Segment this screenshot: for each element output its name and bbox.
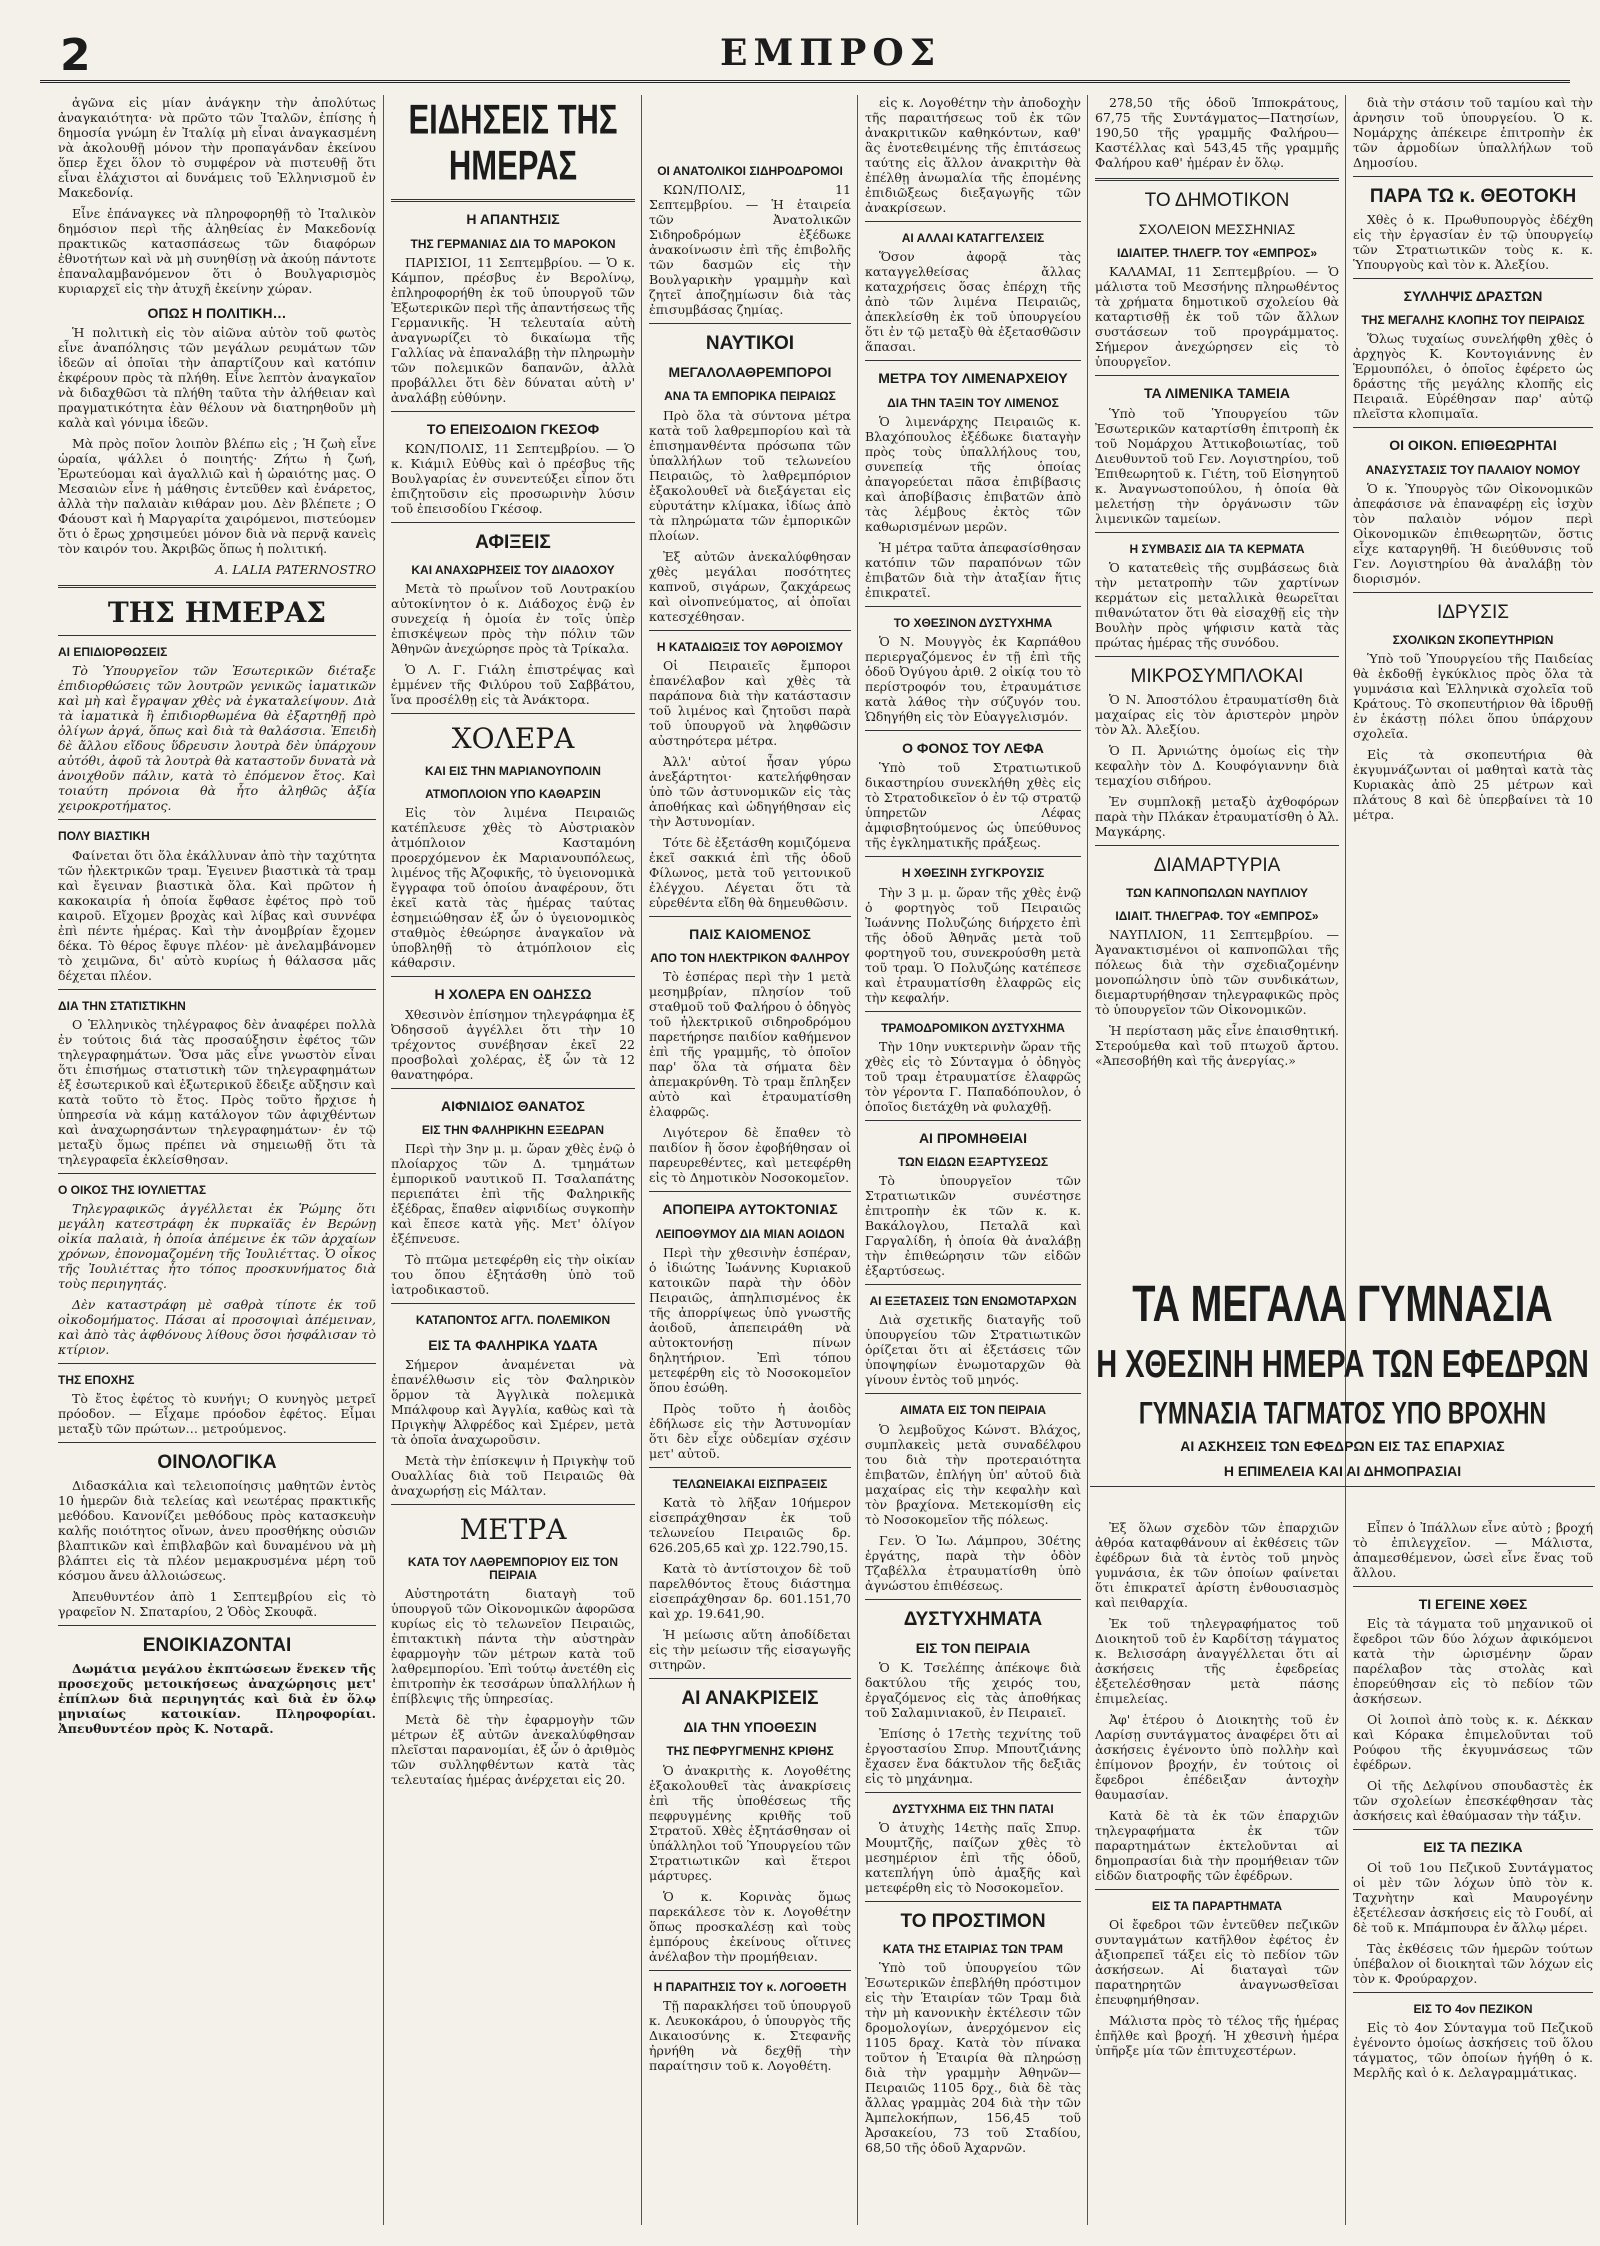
- article-text: Αὐστηροτάτη διαταγὴ τοῦ ὑπουργοῦ τῶν Οἰκονομικῶν ἀφορῶσα κυρίως εἰς τὸ τελωνεῖον Πειραιῶς, ἐπιτακτικὴ πάντα τὴν αὐστηρὰν ἐφαρμογὴν τῶν μέτρων κατὰ τοῦ λαθρεμπορίου. Ἐπὶ τούτῳ ἀνετέθη εἰς ἐπιτροπὴν ἐκ τεσσάρων ὑπαλλήλων ἡ ἐπίβλεψις τῆς ὑπηρεσίας.: [391, 1586, 635, 1707]
- subheadline: ΑΤΜΟΠΛΟΙΟΝ ΥΠΟ ΚΑΘΑΡΣΙΝ: [425, 787, 601, 802]
- article-text: Γεν. Ὁ Ἰω. Λάμπρου, 30έτης ἐργάτης, παρὰ τὴν ὁδὸν Τζαβέλλα ἐτραυματίσθη ὑπὸ ἀγνώστου ἐπιθέσεως.: [865, 1532, 1081, 1593]
- article-text: Πρὸς τοῦτο ἡ ἀοιδὸς ἐδήλωσε εἰς τὴν Ἀστυνομίαν ὅτι δὲν εἶχε οὐδεμίαν σχέσιν μετ' αὐτοῦ.: [649, 1401, 851, 1461]
- subheadline: ΤΩΝ ΕΙΔΩΝ ΕΞΑΡΤΥΣΕΩΣ: [897, 1155, 1049, 1170]
- article-text: Περὶ τὴν χθεσινὴν ἑσπέραν, ὁ ἰδιώτης Ἰωάννης Κυριακοῦ κατοικῶν παρὰ τὴν ὁδὸν Πειραιῶς, ἀπηλπισμένος ἐκ τῆς ἀπορρίψεως ὑπὸ γνωστῆς ἀοιδοῦ, ἀπεπειράθη νὰ αὐτοκτονήσῃ πίνων δηλητήριον. Ἐπὶ τόπου μετεφέρθη εἰς τὸ Νοσοκομεῖον ὅπου ἐσώθη.: [649, 1245, 851, 1395]
- divider: [1095, 375, 1339, 376]
- subheadline: ΕΙΣ ΤΗΝ ΦΑΛΗΡΙΚΗΝ ΕΞΕΔΡΑΝ: [421, 1123, 605, 1138]
- article-text: Ο Ἑλληνικὸς τηλέγραφος δὲν ἀναφέρει πολλὰ ἐν τούτοις διά τὰς προσαύξησιν ἐφέτος τῶν τηλεγραφημάτων. Ὅσα μᾶς εἶνε γνωστὸν εἶναι ὅτι ἐπισήμως στατιστικὴ τῶν τηλεγραφημάτων ἐξ ἐσωτερικοῦ καὶ ἐξωτερικοῦ ἔδειξε αὔξησιν καὶ κατὰ τοῦτο τὸ ἔτος. Πρὸς τοῦτο ἤρχισε ἡ ὑπηρεσία νὰ κάμῃ κατάλογον τῶν ἀφιχθέντων καὶ ἀναχωρησάντων τηλεγραφημάτων· ἐν τῷ μεταξὺ ὅμως πρέπει νὰ σημειωθῇ ὅτι τὰ τηλεγραφεῖα ἐκλείσθησαν.: [58, 1016, 376, 1167]
- subheadline: ΚΑΤΑ ΤΗΣ ΕΤΑΙΡΙΑΣ ΤΩΝ ΤΡΑΜ: [882, 1942, 1064, 1957]
- article-text: 278,50 τῆς ὁδοῦ Ἱπποκράτους, 67,75 τῆς Συντάγματος—Πατησίων, 190,50 τῆς γραμμῆς Φαλήρου—Καστέλλας καὶ 543,45 τῆς γραμμῆς Φαλήρου καθ' ἡμέραν ἐν ὅλῳ.: [1095, 95, 1339, 170]
- headline: ΣΥΛΛΗΨΙΣ ΔΡΑΣΤΩΝ: [1403, 287, 1543, 304]
- article-text: Ὁ Ν. Μουγγὸς ἐκ Καρπάθου περιεργαζόμενος ἐν τῇ ἐπὶ τῆς ὁδοῦ Ὀγύγου ἀριθ. 2 οἰκίᾳ του τὸ περίστροφόν του, ἐτραυμάτισε κατὰ λάθος τὴν σύζυγόν του. Ὡδηγήθη εἰς τὸν Εὐαγγελισμόν.: [865, 633, 1081, 724]
- divider: [391, 1088, 635, 1089]
- article-text: Τὴν 3 μ. μ. ὥραν τῆς χθὲς ἐνῷ ὁ φορτηγὸς τοῦ Πειραιῶς Ἰωάννης Πολυζώης διήρχετο ἐπὶ τῆς ὁδοῦ Ἀθηνᾶς μετὰ τοῦ φορτηγοῦ του, συνεκρούσθη μετὰ τοῦ τραμ. Ὁ Πολυζώης κατέπεσε καὶ ἐτραυματίσθη ἐλαφρῶς εἰς τὴν κεφαλήν.: [865, 884, 1081, 1005]
- article-text: ἀγῶνα εἰς μίαν ἀνάγκην τὴν ἀπολύτως ἀναγκαιότητα· νὰ πρῶτο τῶν Ἰταλῶν, ἐπίσης ἡ δημοσία γνώμη ἐν Ἰταλίᾳ μὴ εἶναι ἀναγκασμένη νὰ ἀκολουθῇ μόνον τὴν προπαγάνδαν ἐκείνου ὅπερ ἔχει ὅλον τὸ συμφέρον νὰ πιστευθῇ ὅτι εἶναι ἐλάχιστοι αἱ δυνάμεις τοῦ Ἑλληνισμοῦ ἐν Μακεδονίᾳ.: [58, 95, 376, 200]
- column-5: [1095, 95, 1339, 1265]
- headline: Ο ΦΟΝΟΣ ΤΟΥ ΛΕΦΑ: [902, 739, 1044, 756]
- subheadline: ΣΧΟΛΕΙΟΝ ΜΕΣΣΗΝΙΑΣ: [1138, 220, 1296, 237]
- article-text: ΚΩΝ/ΠΟΛΙΣ, 11 Σεπτεμβρίου. — Ὁ κ. Κιάμιλ Εὐθὺς καὶ ὁ πρέσβυς τῆς Βουλγαρίας ἐν συνεντεύξει εἶπον ὅτι ἐπιζητοῦσιν εἰς προσωρινὴν λύσιν τοῦ ἐπεισοδίου Γκέσοφ.: [391, 441, 635, 517]
- article-text: Ἡ περίσταση μᾶς εἶνε ἐπαισθητική. Στερούμεθα καὶ τοῦ πτωχοῦ ἄρτου. «Ἀπεσοβήθη καὶ τῆς ἀνεργίας.»: [1095, 1023, 1339, 1069]
- subheadline: ΚΑΙ ΕΙΣ ΤΗΝ ΜΑΡΙΑΝΟΥΠΟΛΙΝ: [425, 764, 601, 779]
- divider: [649, 1191, 851, 1192]
- article-text: Μετὰ τὴν ἐπίσκεψιν ἡ Πριγκὴψ τοῦ Ουαλλίας διὰ τοῦ Πειραιῶς θὰ ἀναχωρήσῃ εἰς Μάλταν.: [391, 1452, 635, 1498]
- divider: [58, 1173, 376, 1174]
- article-text: Χθὲς ὁ κ. Πρωθυπουργὸς ἐδέχθη εἰς τὴν ἐργασίαν ἐν τῷ ὑπουργείῳ τῶν Στρατιωτικῶν τοὺς κ. κ. Ὑπουργοὺς καὶ τὸν κ. Ἀλεξίου.: [1353, 211, 1593, 272]
- headline: ΜΙΚΡΟΣΥΜΠΛΟΚΑΙ: [1130, 666, 1304, 688]
- article-text: Ἀπευθυντέον ἀπὸ 1 Σεπτεμβρίου εἰς τὸ γραφεῖον Ν. Σπαταρίου, 2 Ὁδὸς Σκουφᾶ.: [58, 1589, 376, 1620]
- divider: [865, 856, 1081, 857]
- article-text: Ἐξ ὅλων σχεδὸν τῶν ἐπαρχιῶν ἀθρόα καταφθάνουν αἱ ἐκθέσεις τῶν ἐφέδρων διὰ τὰ ἐντὸς τοῦ μηνὸς γυμνάσια, ἐκ τῶν ὁποίων φαίνεται ὅτι ἐπικρατεῖ ἀρίστη ἐνθουσιασμὸς καὶ πειθαρχία.: [1095, 1520, 1339, 1610]
- divider: [865, 1120, 1081, 1121]
- divider: [1353, 1586, 1593, 1587]
- headline: Η ΣΥΜΒΑΣΙΣ ΔΙΑ ΤΑ ΚΕΡΜΑΤΑ: [1129, 541, 1305, 556]
- headline: ΝΑΥΤΙΚΟΙ: [705, 333, 795, 355]
- article-text: Δὲν καταστράφη μὲ σαθρὰ τίποτε ἐκ τοῦ οἰκοδομήματος. Πάσαι αἱ προσοψιαὶ ἀπέμειναν, καὶ ἀπὸ τὰς ἀφθόνους λίθους ὅσοι ἠσφάλισαν τὸ κτίριον.: [58, 1296, 376, 1357]
- headline: Η ΚΑΤΑΔΙΩΞΙΣ ΤΟΥ ΑΘΡΟΙΣΜΟΥ: [656, 639, 844, 654]
- headline: Ο ΟΙΚΟΣ ΤΗΣ ΙΟΥΛΙΕΤΤΑΣ: [58, 1182, 207, 1197]
- article-text: Ὁ κατατεθεὶς τῆς συμβάσεως διὰ τὴν μετατροπὴν τῶν χαρτίνων κερμάτων εἰς μεταλλικὰ θεωρεῖται πιθανώτατον ὅτι θὰ εἰσαχθῇ εἰς τὴν Βουλὴν πρὸς ψήφισιν κατὰ τὰς πρώτας ἡμέρας τῆς συνόδου.: [1095, 560, 1339, 651]
- article-text: Μάλιστα πρὸς τὸ τέλος τῆς ἡμέρας ἐπῆλθε καὶ βροχή. Ἡ χθεσινὴ ἡμέρα ὑπῆρξε μία τῶν ἐπιτυχεστέρων.: [1095, 2013, 1339, 2059]
- article-text: Οἱ τοῦ 1ου Πεζικοῦ Συντάγματος οἱ μὲν τῶν λόχων ὑπὸ τὸν κ. Ταχνὴτην καὶ Μαυρογένην ἐξετέλεσαν ἀσκήσεις εἰς τὸ Γουδί, αἱ δὲ τοῦ κ. Μπάμπουρα ἐν ἄλλῳ μέρει.: [1353, 1859, 1593, 1935]
- article-text: Περὶ τὴν 3ην μ. μ. ὥραν χθὲς ἐνῷ ὁ πλοίαρχος τῶν Δ. τμημάτων ἐμπορικοῦ ναυτικοῦ Π. Τσαλαπάτης περιεπάτει ἐπὶ τῆς Φαληρικῆς ἐξέδρας, ἔπαθεν αἰφνιδίως συγκοπὴν καὶ ἔπεσε κατὰ γῆς. Μετ' ὀλίγον ἐξέπνευσε.: [391, 1141, 635, 1247]
- divider: [865, 1284, 1081, 1285]
- subheadline: ΤΗΣ ΠΕΦΡΥΓΜΕΝΗΣ ΚΡΙΘΗΣ: [666, 1744, 834, 1759]
- divider: [1353, 176, 1593, 177]
- headline: ΧΟΛΕΡΑ: [451, 722, 575, 756]
- divider: [1353, 592, 1593, 593]
- headline: ΑΦΙΞΕΙΣ: [475, 532, 551, 554]
- headline: Η ΧΘΕΣΙΝΗ ΣΥΓΚΡΟΥΣΙΣ: [901, 866, 1045, 881]
- divider: [58, 1363, 376, 1364]
- headline: ΤΑ ΛΙΜΕΝΙΚΑ ΤΑΜΕΙΑ: [1144, 385, 1290, 402]
- article-text: Τὸ πτῶμα μετεφέρθη εἰς τὴν οἰκίαν του ὅπου ἐξητάσθη ὑπὸ τοῦ ἰατροδικαστοῦ.: [391, 1252, 635, 1298]
- headline: ΜΕΤΡΑ: [459, 1512, 567, 1546]
- article-text: Δωμάτια μεγάλου ἐκπτώσεων ἕνεκεν τῆς προσεχοῦς μετοικήσεως ἀναχώρησις μετ' ἐπίπλων διὰ περιηγητάς καὶ διὰ ἐν ὅλῳ μηνιαίως κατοικίαν. Πληροφορίαι. Ἀπευθυντέον πρὸς Κ. Νοταρᾶ.: [58, 1660, 376, 1736]
- article-text: Ἡ μείωσις αὕτη ἀποδίδεται εἰς τὴν μείωσιν τῆς εἰσαγωγῆς σιτηρῶν.: [649, 1627, 851, 1673]
- subheadline: ΑΠΟ ΤΟΝ ΗΛΕΚΤΡΙΚΟΝ ΦΑΛΗΡΟΥ: [650, 951, 850, 966]
- article-text: Μὰ πρὸς ποῖον λοιπὸν βλέπω εἰς ; Ἡ ζωὴ εἶνε ὡραία, ψάλλει ὁ ποιητής· Ζήτω ἡ ζωή, Ἐρωτεύομαι καὶ ἀγαλλιῶ καὶ ἡ ὠραιότης μας. Ο Μεσαιὼν εἶνε ἡ μάθησις ἐντεῦθεν καὶ ἐνάρετος, ἀλλὰ τὴν παλαιὰν κιθάραν μου. Δὲν βλέπετε ; Ο Φάουστ καὶ ἡ Μαργαρίτα χαιρόμενοι, πιστεύομεν ὅτι ὁ ἔρως χρησιμεύει μόνον διὰ νὰ περνᾷ κανεὶς τὸν καιρόν του. Ἀκριβῶς ὅπως ἡ πολιτική.: [58, 436, 376, 557]
- divider: [58, 635, 376, 636]
- article-text: ΠΑΡΙΣΙΟΙ, 11 Σεπτεμβρίου. — Ὁ κ. Κάμπον, πρέσβυς ἐν Βερολίνῳ, ἐπληροφορήθη ἐκ τοῦ ὑπουργοῦ τῶν Ἐξωτερικῶν περὶ τῆς ἀπαντήσεως τῆς Γερμανικῆς. Ἡ τελευταία αὐτὴ ἀναγνωρίζει τὸ δικαίωμα τῆς Γαλλίας νὰ ἐπαναλάβῃ τὴν πληρωμὴν τῶν πολεμικῶν δαπανῶν, ἀλλὰ προβάλλει ὅτι δὲν δύναται αὐτὴ ν' ἀναλάβῃ εὐθύνην.: [391, 254, 635, 405]
- article-text: Εἰς τὸ 4ον Σύνταγμα τοῦ Πεζικοῦ ἐγένοντο ὁμοίως ἀσκήσεις τοῦ ὅλου τάγματος, τῶν ὁποίων ἡγήθη ὁ κ. Μερλῆς καὶ ὁ κ. Δελαγραμμάτικας.: [1353, 2019, 1593, 2080]
- headline: ΟΙ ΑΝΑΤΟΛΙΚΟΙ ΣΙΔΗΡΟΔΡΟΜΟΙ: [657, 164, 843, 178]
- article-text: Ἡ μέτρα ταῦτα ἀπεφασίσθησαν κατόπιν τῶν παραπόνων τῶν ἐπιβατῶν διὰ τὴν ἀταξίαν ἥτις ἐπικρατεῖ.: [865, 539, 1081, 600]
- divider: [865, 1393, 1081, 1394]
- column-separator: [857, 95, 858, 2225]
- subheadline: ΚΑΤΑ ΤΟΥ ΛΑΘΡΕΜΠΟΡΙΟΥ ΕΙΣ ΤΟΝ ΠΕΙΡΑΙΑ: [407, 1554, 619, 1582]
- section-title: ΕΙΔΗΣΕΙΣ ΤΗΣ ΗΜΕΡΑΣ: [408, 95, 618, 189]
- subheadline: ΔΙΑ ΤΗΝ ΥΠΟΘΕΣΙΝ: [683, 1719, 817, 1736]
- article-text: Ὁ κ. Ὑπουργὸς τῶν Οἰκονομικῶν ἀπεφάσισε νὰ ἐπαναφέρῃ εἰς ἰσχὺν τὸν παλαιὸν νόμον περὶ Οἰκονομικῶν ἐπιθεωρητῶν, ὅστις εἶχε καταργηθῆ. Ἡ διεύθυνσις τοῦ Γεν. Λογιστηρίου θὰ ἀναλάβῃ τὸν διορισμόν.: [1353, 481, 1593, 587]
- article-text: Τῇ παρακλήσει τοῦ ὑπουργοῦ κ. Λευκοκάρου, ὁ ὑπουργὸς τῆς Δικαιοσύνης κ. Στεφανῆς ἠρνήθη νὰ δεχθῇ τὴν παραίτησιν τοῦ κ. Λογοθέτη.: [649, 1997, 851, 2073]
- article-text: Εἶνε ἐπάναγκες νὰ πληροφορηθῇ τὸ Ἰταλικὸν δημόσιον περὶ τῆς ἀληθείας ἐν Μακεδονίᾳ πρακτικῶς κατασπάσεως τῶν διαφόρων ἐθνοτήτων καὶ νὰ μὴ συνηθίσῃ νὰ ἀκούῃ πάντοτε ἐπαναλαμβανόμενον ὅτι ὁ Βουλγαρισμὸς κυριαρχεῖ εἰς τὴν ἀτυχῆ ἐκείνην χώραν.: [58, 206, 376, 296]
- subheadline: ΛΕΙΠΟΘΥΜΟΥ ΔΙΑ ΜΙΑΝ ΑΟΙΔΟΝ: [655, 1226, 845, 1241]
- article-text: Ὑπὸ τοῦ Ὑπουργείου τῆς Παιδείας θὰ ἐκδοθῇ ἐγκύκλιος πρὸς ὅλα τὰ γυμνάσια καὶ Ἑλληνικὰ σχολεῖα τοῦ Κράτους. Τὸ σκοπευτήριον θὰ ἱδρυθῇ ἐν ἑκάστῃ πόλει ὅπου ὑπάρχουν σχολεῖα.: [1353, 651, 1593, 742]
- divider: [649, 630, 851, 631]
- divider: [58, 1625, 376, 1626]
- headline: ΤΟ ΔΗΜΟΤΙΚΟΝ: [1144, 190, 1290, 211]
- headline: ΤΕΛΩΝΕΙΑΚΑΙ ΕΙΣΠΡΑΞΕΙΣ: [672, 1477, 828, 1491]
- headline: ΤΟ ΕΠΕΙΣΟΔΙΟΝ ΓΚΕΣΟΦ: [426, 420, 600, 437]
- divider: [649, 323, 851, 324]
- article-text: Τηλεγραφικῶς ἀγγέλλεται ἐκ Ῥώμης ὅτι μεγάλη κατεστράφη ἐκ πυρκαϊᾶς ἐν Βερώνῃ οἰκία παλαιὰ, ἡ ὁποία ἀπέμεινε ἐκ τῶν ἀρχαίων χρόνων, ἐπονομαζομένη τῆς Ἰουλιέττας. Ὁ οἶκος τῆς Ἰουλιέττας ἦτο τόπος προσκυνήματος διὰ τοὺς περιηγητάς.: [58, 1200, 376, 1291]
- headline: ΤΟ ΧΘΕΣΙΝΟΝ ΔΥΣΤΥΧΗΜΑ: [893, 615, 1053, 630]
- divider: [58, 819, 376, 820]
- column-separator: [1087, 95, 1088, 2225]
- section-title: ΤΗΣ ΗΜΕΡΑΣ: [107, 596, 327, 630]
- article-text: Ὁ ἀτυχὴς 14ετὴς παῖς Σπυρ. Μουμτζῆς, παίζων χθὲς τὸ μεσημέριον ἐπὶ τῆς ὁδοῦ, κατεπλήγη ὑπὸ ἁμαξῆς καὶ μετεφέρθη εἰς τὸ Νοσοκομεῖον.: [865, 1820, 1081, 1896]
- article-text: Φαίνεται ὅτι ὅλα ἐκάλλυναν ἀπὸ τὴν ταχύτητα τῶν ἠλεκτρικῶν τραμ. Ἐγεινεν βιαστικὰ τὰ τραμ καὶ ἔγειναν βιαστικὰ ὅλα. Καὶ πρῶτον ἡ κακοκαιρία ἡ ὁποία ἔφθασε ἐφέτος πρὸ τοῦ καιροῦ. Εἴχομεν βροχὰς καὶ λίβας καὶ συννέφα ἐπὶ πέντε ἡμέρας. Καὶ τὴν ἀνομβρίαν ἔχομεν δέκα. Τὸ θέρος ἔφυγε πλέον· μὲ ἀνελαμβάνομεν τὸ χειμῶνα, δι' αὐτὸ κυρίως ἡ θάλασσα μᾶς δέχεται πλέον.: [58, 847, 376, 983]
- article-text: Εἰς τὰ σκοπευτήρια θὰ ἐκγυμνάζωνται οἱ μαθηταὶ κατὰ τὰς Κυριακὰς ἀπὸ 25 μέτρων καὶ πλάτους 8 καὶ δὲ ὑπερβαίνει τὰ 10 μέτρα.: [1353, 747, 1593, 823]
- article-text: Ὁ Ν. Ἀποστόλου ἐτραυματίσθη διὰ μαχαίρας εἰς τὸν ἀριστερὸν μηρὸν τὸν Ἀλ. Ἀλεξίου.: [1095, 691, 1339, 737]
- article-text: Εἰς τὸν λιμένα Πειραιῶς κατέπλευσε χθὲς τὸ Αὐστριακὸν ἀτμόπλοιον Κασταμόνη προερχόμενον ἐκ Μαριανουπόλεως, λιμένος τῆς Ἀζοφικῆς, τὸ ὑγειονομικὰ ἔγγραφα τοῦ ὁποίου ἀναφέρουν, ὅτι ἐκεῖ κατὰ τὰς ἡμέρας ταύτας ἐσημειώθησαν ἐξ ὧν ὁ ὑγειονομικὸς σταθμὸς ἐθεώρησε ἀναγκαῖον νὰ ὑποβληθῇ τὸ ἀτμόπλοιον εἰς κάθαρσιν.: [391, 805, 635, 971]
- divider: [1353, 278, 1593, 279]
- divider: [58, 1442, 376, 1443]
- article-text: Ὁ λιμενάρχης Πειραιῶς κ. Βλαχόπουλος ἐξέδωκε διαταγὴν πρὸς τοὺς ὑπαλλήλους του, συνεπείᾳ τῆς ὁποίας ἀπαγορεύεται πᾶσα ἐπιβίβασις καὶ ἀποβίβασις ἐπιβατῶν ἀπὸ τὰς λέμβους ἐκτὸς τῶν καθωρισμένων μερῶν.: [865, 413, 1081, 534]
- article-text: Ὑπὸ τοῦ ὑπουργείου τῶν Ἐσωτερικῶν ἐπεβλήθη πρόστιμον εἰς τὴν Ἑταιρίαν τῶν Τραμ διὰ τὴν μὴ κανονικὴν ἐκτέλεσιν τῶν δρομολογίων, ἀνερχόμενον εἰς 1105 δραχ. Κατὰ τὸν πίνακα τοῦτον ἡ Ἑταιρία θὰ πληρώσῃ διὰ τὴν γραμμὴν Ἀθηνῶν—Πειραιῶς 1105 δρχ., διὰ δὲ τὰς ἄλλας γραμμὰς 204 διὰ τὴν τῶν Ἀμπελοκήπων, 156,45 τοῦ Ἀρσακείου, 73 τοῦ Σταδίου, 68,50 τῆς ὁδοῦ Ἀχαρνῶν.: [865, 1960, 1081, 2156]
- subheadline: ΤΗΣ ΓΕΡΜΑΝΙΑΣ ΔΙΑ ΤΟ ΜΑΡΟΚΟΝ: [410, 236, 616, 251]
- headline: ΑΙ ΕΠΙΔΙΟΡΘΩΣΕΙΣ: [58, 645, 168, 660]
- divider: [1353, 1992, 1593, 1993]
- subheadline: ΙΔΙΑΙΤΕΡ. ΤΗΛΕΓΡ. ΤΟΥ «ΕΜΠΡΟΣ»: [1116, 246, 1318, 261]
- column-2: [391, 95, 635, 2225]
- headline: ΑΙΦΝΙΔΙΟΣ ΘΑΝΑΤΟΣ: [441, 1097, 585, 1114]
- divider: [865, 1792, 1081, 1793]
- article-text: Ἐξ αὐτῶν ἀνεκαλύφθησαν χθὲς μεγάλαι ποσότητες καπνοῦ, σιγάρων, ζακχάρεως καὶ οἰνοπνεύματος, αἱ ὁποῖαι κατεσχέθησαν.: [649, 548, 851, 624]
- headline: ΙΔΡΥΣΙΣ: [1436, 602, 1510, 624]
- article-text: Ὁ Κ. Τσελέπης ἀπέκοψε διὰ δακτύλου τῆς χειρός του, ἐργαζόμενος εἰς τὰς ἀποθήκας τοῦ Σαλαμινιακοῦ, ἐν Πειραιεῖ.: [865, 1659, 1081, 1720]
- divider: [649, 916, 851, 917]
- subheadline: ΕΙΣ ΤΑ ΦΑΛΗΡΙΚΑ ΥΔΑΤΑ: [428, 1336, 598, 1353]
- article-text: διὰ τὴν στάσιν τοῦ ταμίου καὶ τὴν ἀρνησιν τοῦ ὑπουργείου. Ὁ κ. Νομάρχης ἀπέκειρε ἐπιτροπὴν ἐκ τῶν ἀρμοδίων ὑπαλλήλων τοῦ Δημοσίου.: [1353, 95, 1593, 170]
- subheadline: ΜΕΓΑΛΟΛΑΘΡΕΜΠΟΡΟΙ: [668, 364, 832, 381]
- article-text: Οἱ λοιποὶ ἀπὸ τοὺς κ. κ. Δέκκαν καὶ Κόρακα ἐπιμελοῦνται τοῦ Ρούφου τῆς ἐκγυμνάσεως τῶν ἐφέδρων.: [1353, 1712, 1593, 1773]
- divider: [58, 585, 376, 588]
- divider: [865, 730, 1081, 731]
- headline: ΕΙΣ ΤΑ ΠΕΖΙΚΑ: [1423, 1839, 1523, 1856]
- column-separator: [1345, 95, 1346, 2225]
- headline: ΑΙ ΑΝΑΚΡΙΣΕΙΣ: [681, 1688, 819, 1710]
- article-text: Ὅλως τυχαίως συνελήφθη χθὲς ὁ ἀρχηγὸς Κ. Κοντογιάννης ἐν Ἑρμουπόλει, ὁ ὁποῖος ἐφέρετο ὡς δράστης τῆς μεγάλης κλοπῆς εἰς Πειραιᾶ. Εὑρέθησαν παρ' αὐτῷ πλεῖστα κλοπιμαῖα.: [1353, 331, 1593, 422]
- masthead-rule: [40, 80, 1570, 83]
- divider: [865, 1901, 1081, 1902]
- spacer: [649, 95, 851, 155]
- headline: ΕΙΣ ΤΟ 4ον ΠΕΖΙΚΟΝ: [1413, 2001, 1533, 2016]
- article-text: Ὑπὸ τοῦ Στρατιωτικοῦ δικαστηρίου συνεκλήθη χθὲς εἰς τὸ Στρατοδικεῖον ὁ ἐν τῷ στρατῷ ὑπηρετῶν Λέφας ἀμφισβητούμενος ὡς ὑπεύθυνος τῆς ἐγκληματικῆς πράξεως.: [865, 760, 1081, 851]
- headline: ΑΙ ΠΡΟΜΗΘΕΙΑΙ: [918, 1129, 1028, 1146]
- headline: ΤΡΑΜΟΔΡΟΜΙΚΟΝ ΔΥΣΤΥΧΗΜΑ: [881, 1020, 1065, 1035]
- article-text: Τὰς ἐκθέσεις τῶν ἡμερῶν τούτων ὑπέβαλον οἱ διοικηταὶ τῶν λόχων εἰς τὸν κ. Φρούραρχον.: [1353, 1940, 1593, 1986]
- headline: ΔΙΑΜΑΡΤΥΡΙΑ: [1153, 854, 1281, 876]
- divider: [1095, 178, 1339, 181]
- article-text: Ἐκ τοῦ τηλεγραφήματος τοῦ Διοικητοῦ τοῦ ἐν Καρδίτσῃ τάγματος κ. Βελισσάρη ἀναγγέλλεται ὅτι αἱ ἀσκήσεις τῆς ἐφεδρείας ἐξετελέσθησαν μετὰ πάσης ἐπιμελείας.: [1095, 1616, 1339, 1706]
- divider: [1353, 1829, 1593, 1830]
- masthead: [40, 28, 1570, 86]
- article-text: Τὸ Ὑπουργεῖον τῶν Ἐσωτερικῶν διέταξε ἐπιδιορθώσεις τῶν λουτρῶν γενικῶς ἰαματικῶν καὶ μὴ καὶ ἔγραψαν χθὲς νὰ ἐγκαταλείψουν. Διὰ τὰ ἰαματικὰ ἢ ἐπιδιορθωμένα θὰ ἐξαρτηθῇ πρὸ ὀλίγων ἀργά, ὅπως καὶ διὰ τὰ θαλάσσια. Ἐπειδὴ δὲ ἄλλου εἴδους ὕδρευσιν λουτρὰ δὲν ὑπάρχουν αὐτόθι, ἀφοῦ τὰ λουτρὰ θὰ καταστοῦν δυνατὰ νὰ ἀνοιχθοῦν πάλιν, κατὰ τὸ ἐπόμενον ἔτος. Καὶ τοιαύτη πρόνοια θὰ ἦτο ἀληθῶς ἀξία χειροκροτήματος.: [58, 663, 376, 814]
- divider: [391, 522, 635, 523]
- column-5-bottom: [1095, 1520, 1339, 2225]
- divider: [391, 1504, 635, 1505]
- divider: [1095, 532, 1339, 533]
- headline: ΤΙ ΕΓΕΙΝΕ ΧΘΕΣ: [1418, 1596, 1528, 1612]
- headline: ΟΙΝΟΛΟΓΙΚΑ: [157, 1452, 277, 1474]
- banner-title: ΤΑ ΜΕΓΑΛΑ ΓΥΜΝΑΣΙΑ: [1132, 1276, 1553, 1334]
- column-6: [1353, 95, 1593, 1265]
- article-text: Οἱ ἔφεδροι τῶν ἐντεῦθεν πεζικῶν συνταγμάτων κατῆλθον ἐφέτος ἐν ἀξιοπρεπεῖ τάξει εἰς τὸ πεδίον τῶν ἀσκήσεων. Αἱ διαταγαὶ τῶν παρατηρητῶν ἀναγνωσθεῖσαι ἐπευφημήθησαν.: [1095, 1917, 1339, 2008]
- divider: [391, 713, 635, 714]
- article-text: Διδασκάλια καὶ τελειοποίησις μαθητῶν ἐντὸς 10 ἡμερῶν διὰ τελείας καὶ νεωτέρας πρακτικῆς μεθόδου. Κανονίζει μεθόδους πρὸς κατασκευὴν καλῆς ποιότητος οἴνων, ἀνευ προσθήκης οὐσιῶν βλαπτικῶν καὶ ἐπιβλαβῶν καὶ δυναμένου νὰ μὴ βλάπτει εἰς τὰ πλέον μεμακρυσμένα μέρη τοῦ κόσμου ἄνευ ἀλλοιώσεως.: [58, 1478, 376, 1584]
- banner-subtitle: Η ΕΠΙΜΕΛΕΙΑ ΚΑΙ ΑΙ ΔΗΜΟΠΡΑΣΙΑΙ: [1223, 1463, 1462, 1480]
- article-text: Πρὸ ὅλα τὰ σύντονα μέτρα κατὰ τοῦ λαθρεμπορίου καὶ τὰ ἐπισημανθέντα πρόσωπα τῶν ὑπαλλήλων τοῦ τελωνείου Πειραιῶς, τὸ λαθρεμπόριον ἐξακολουθεῖ νὰ διεξάγεται εἰς εὐρυτάτην κλίμακα, ἰδίως ἀπὸ τὰ πληρώματα τῶν ἐμπορικῶν πλοίων.: [649, 407, 851, 543]
- divider: [649, 1678, 851, 1679]
- headline: ΟΙ ΟΙΚΟΝ. ΕΠΙΘΕΩΡΗΤΑΙ: [1389, 437, 1557, 454]
- article-text: Κατὰ τὸ ἀντίστοιχον δὲ τοῦ παρελθόντος ἔτους διάστημα εἰσεπράχθησαν δρ. 601.151,70 καὶ χρ. 19.641,90.: [649, 1561, 851, 1622]
- divider: [865, 606, 1081, 607]
- headline: ΤΟ ΠΡΟΣΤΙΜΟΝ: [900, 1911, 1046, 1933]
- article-text: Ἀφ' ἑτέρου ὁ Διοικητὴς τοῦ ἐν Λαρίσῃ συντάγματος ἀναφέρει ὅτι αἱ ἀσκήσεις ἐγένοντο ὑπὸ πολλὴν καὶ ἐπίμονον βροχήν, ἐν τούτοις οἱ ἔφεδροι ἐπέδειξαν ἀντοχὴν θαυμασίαν.: [1095, 1712, 1339, 1802]
- article-text: Ἐπίσης ὁ 17ετὴς τεχνίτης τοῦ ἐργοστασίου Σπυρ. Μπουτζιάνης ἔχασεν ἕνα δάκτυλον τῆς δεξιᾶς εἰς τὸ μηχάνημα.: [865, 1725, 1081, 1786]
- headline: ΑΠΟΠΕΙΡΑ ΑΥΤΟΚΤΟΝΙΑΣ: [662, 1201, 838, 1218]
- article-text: ΚΩΝ/ΠΟΛΙΣ, 11 Σεπτεμβρίου. — Ἡ ἑταιρεία τῶν Ἀνατολικῶν Σιδηροδρόμων ἐξέδωκε ἀνακοίνωσιν ἐπὶ τῆς ἐπιβολῆς τῶν δασμῶν εἰς τὴν Βουλγαρικὴν γραμμὴν καὶ ζητεῖ ἀποζημίωσιν διὰ τὰς ἐπισυμβάσας ζημίας.: [649, 182, 851, 318]
- divider: [649, 1467, 851, 1468]
- article-text: Μετὰ δὲ τὴν ἐφαρμογὴν τῶν μέτρων ἐξ αὐτῶν ἀνεκαλύφθησαν πλεῖσται παρανομίαι, ἐξ ὧν ὁ ἀριθμὸς τῶν συλληφθέντων κατὰ τὰς τελευταίας ἡμέρας ἀνέρχεται εἰς 20.: [391, 1712, 635, 1788]
- article-text: Σήμερον ἀναμένεται νὰ ἐπανέλθωσιν εἰς τὸν Φαληρικὸν ὅρμον τὰ Ἀγγλικὰ πολεμικὰ Μπάλφουρ καὶ Ἀγγλία, καθὼς καὶ τὰ Πριγκὴψ Ἀλφρέδος καὶ Σμέρεν, μετὰ τὰ ὁποῖα ἀναχωροῦσιν.: [391, 1356, 635, 1447]
- page-number: 2: [60, 30, 91, 81]
- divider: [1095, 656, 1339, 657]
- article-text: Οἱ Πειραιεῖς ἔμποροι ἐπανέλαβον καὶ χθὲς τὰ παράπονα διὰ τὴν κατάστασιν τοῦ λιμένος καὶ ζητοῦσι παρὰ τοῦ ὑπουργοῦ νὰ ληφθῶσιν αὐστηρότερα μέτρα.: [649, 657, 851, 748]
- divider: [1090, 1486, 1595, 1487]
- column-separator: [383, 95, 384, 2225]
- gymnasia-banner: [1090, 1270, 1595, 1493]
- column-separator: [641, 95, 642, 2225]
- headline: ΑΙ ΕΞΕΤΑΣΕΙΣ ΤΩΝ ΕΝΩΜΟΤΑΡΧΩΝ: [869, 1294, 1077, 1309]
- headline: ΔΥΣΤΥΧΗΜΑ ΕΙΣ ΤΗΝ ΠΑΤΑΙ: [892, 1801, 1054, 1816]
- divider: [865, 221, 1081, 222]
- article-text: Οἱ τῆς Δελφίνου σπουδαστὲς ἐκ τῶν σχολείων ἐπεσκέφθησαν τὰς ἀσκήσεις καὶ ἐθαύμασαν τὴν τάξιν.: [1353, 1778, 1593, 1824]
- article-text: Εἰς τὰ τάγματα τοῦ μηχανικοῦ οἱ ἔφεδροι τῶν δύο λόχων ἀφικόμενοι κατὰ τὴν ὡρισμένην ὥραν παρέλαβον τὰς στολὰς καὶ ἐπορεύθησαν εἰς τὸ πεδίον τῶν ἀσκήσεων.: [1353, 1616, 1593, 1707]
- divider: [58, 989, 376, 990]
- divider: [1353, 427, 1593, 428]
- article-text: εἰς κ. Λογοθέτην τὴν ἀποδοχὴν τῆς παραιτήσεως τοῦ ἐκ τῶν ἀνακριτικῶν καθηκόντων, καθ' ἃς ἐνοτεθειμένης τῆς ἐπιτάσεως ταύτης εἰς ἄλλον ἀνακριτὴν θὰ ἐπέλθῃ ἀνωμαλία τῆς ἐπομένης ἐπιδιῶξεως διεξαγωγῆς τῶν ἀνακρίσεων.: [865, 95, 1081, 215]
- column-6-bottom: [1353, 1520, 1593, 2225]
- article-text: Ὁ λεμβοῦχος Κώνστ. Βλάχος, συμπλακεὶς μετὰ συναδέλφου του διὰ τὴν προτεραιότητα ἐπιβατῶν, ἐπλήγη ὑπ' αὐτοῦ διὰ μαχαίρας εἰς τὴν κεφαλὴν καὶ τὸν βραχίονα. Μετεκομίσθη εἰς τὸ Νοσοκομεῖον τῆς πόλεως.: [865, 1421, 1081, 1527]
- subheadline: ΤΗΣ ΜΕΓΑΛΗΣ ΚΛΟΠΗΣ ΤΟΥ ΠΕΙΡΑΙΩΣ: [1361, 313, 1585, 328]
- article-text: Ὑπὸ τοῦ Ὑπουργείου τῶν Ἐσωτερικῶν καταρτίσθη ἐπιτροπὴ ἐκ τοῦ Νομάρχου Ἀττικοβοιωτίας, τοῦ Διευθυντοῦ τοῦ Γεν. Λογιστηρίου, τοῦ Ἐπιθεωρητοῦ κ. Γιέτη, τοῦ Εἰσηγητοῦ κ. Ἀναγνωστοπούλου, ἡ ὁποία θὰ μελετήσῃ τὴν ὀργάνωσιν τῶν λιμενικῶν ταμείων.: [1095, 405, 1339, 526]
- article-text: Χθεσινὸν ἐπίσημον τηλεγράφημα ἐξ Ὀδησσοῦ ἀγγέλλει ὅτι τὴν 10 τρέχοντος συνέβησαν ἐκεῖ 22 προσβολαὶ χολέρας, ἐξ ὧν τὰ 12 θανατηφόρα.: [391, 1006, 635, 1082]
- subheadline: ΕΙΣ ΤΟΝ ΠΕΙΡΑΙΑ: [915, 1639, 1031, 1656]
- article-text: Ὁ ἀνακριτὴς κ. Λογοθέτης ἐξακολουθεῖ τὰς ἀνακρίσεις ἐπὶ τῆς ὑποθέσεως τῆς πεφρυγμένης κριθῆς τοῦ Στρατοῦ. Χθὲς ἐξητάσθησαν οἱ ὑπάλληλοι τοῦ Ὑπουργείου τῶν Στρατιωτικῶν καὶ ἕτεροι μάρτυρες.: [649, 1762, 851, 1883]
- article-text: Κατὰ τὸ λῆξαν 10ήμερον εἰσεπράχθησαν ἐκ τοῦ τελωνείου Πειραιῶς δρ. 626.205,65 καὶ χρ. 122.790,15.: [649, 1495, 851, 1556]
- article-signature: A. LALIA PATERNOSTRO: [215, 562, 376, 578]
- divider: [391, 1303, 635, 1304]
- headline: ΤΗΣ ΕΠΟΧΗΣ: [58, 1372, 135, 1387]
- subheadline: ΚΑΙ ΑΝΑΧΩΡΗΣΕΙΣ ΤΟΥ ΔΙΑΔΟΧΟΥ: [411, 563, 615, 578]
- subheadline: ΑΝΑΣΥΣΤΑΣΙΣ ΤΟΥ ΠΑΛΑΙΟΥ ΝΟΜΟΥ: [1365, 462, 1581, 477]
- banner-title: ΓΥΜΝΑΣΙΑ ΤΑΓΜΑΤΟΣ ΥΠΟ ΒΡΟΧΗΝ: [1138, 1395, 1547, 1431]
- article-text: Εἶπεν ὁ Ἰπάλλων εἶνε αὐτὸ ; βροχή τὸ ἐπιλεγχεῖον. — Μάλιστα, ἀπαμεσθέμενον, ὡσεὶ εἶνε ἕνας τοῦ ἄλλου.: [1353, 1520, 1593, 1580]
- headline: Η ΧΟΛΕΡΑ ΕΝ ΟΔΗΣΣΩ: [434, 986, 592, 1003]
- article-text: Κατὰ δὲ τὰ ἐκ τῶν ἐπαρχιῶν τηλεγραφήματα ἐκ τῶν παραρτημάτων ἐκτελοῦνται αἱ δημοπρασίαι διὰ τὴν προμήθειαν τῶν εἰδῶν διατροφῆς τῶν ἐφέδρων.: [1095, 1808, 1339, 1883]
- article-text: Διὰ σχετικῆς διαταγῆς τοῦ ὑπουργείου τῶν Στρατιωτικῶν ὁρίζεται ὅτι αἱ ἐξετάσεις τῶν ὑποψηφίων ἐνωμοταρχῶν θὰ γίνουν ἐντὸς τοῦ μηνός.: [865, 1312, 1081, 1388]
- article-text: Τὸ ὑπουργεῖον τῶν Στρατιωτικῶν συνέστησε ἐπιτροπὴν ἐκ τῶν κ. κ. Βακάλογλου, Πεταλᾶ καὶ Γαργαλίδη, ἡ ὁποία θὰ ἀναλάβῃ τὴν ἐπιθεώρησιν τῶν εἰδῶν ἐξαρτύσεως.: [865, 1173, 1081, 1279]
- headline: Η ΑΠΑΝΤΗΣΙΣ: [466, 211, 560, 228]
- article-text: Μετὰ τὸ πρωΐνον τοῦ Λουτρακίου αὐτοκίνητον ὁ κ. Διάδοχος ἐνῷ ἐν συνεχείᾳ ἡ ὁμοία ἐν τοῖς ὑπὲρ ἐπισκέψεων πρὸς τὴν πόλιν τῶν Ἀθηνῶν ἀνεχώρησε πρὸς τὰ Τρίκαλα.: [391, 581, 635, 657]
- article-text: Ὁ Λ. Γ. Γιάλη ἐπιστρέψας καὶ ἐμμένεν τῆς Φιλύρου τοῦ Σαββάτου, ἵνα προσέλθῃ εἰς τὰ Ἀνάκτορα.: [391, 662, 635, 708]
- headline: ΑΙΜΑΤΑ ΕΙΣ ΤΟΝ ΠΕΙΡΑΙΑ: [899, 1403, 1047, 1418]
- column-1: [58, 95, 376, 2225]
- headline: Η ΠΑΡΑΙΤΗΣΙΣ ΤΟΥ κ. ΛΟΓΟΘΕΤΗ: [653, 1979, 847, 1994]
- article-text: Τὸ ἔτος ἐφέτος τὸ κυνήγι; Ο κυνηγὸς μετρεῖ πρόοδον. — Εἶχαμε πρόοδον ἐφέτος. Εἶμαι μεταξὺ τῶν πρώτων… μετρούμενος.: [58, 1391, 376, 1437]
- divider: [391, 976, 635, 977]
- subheadline: ΣΧΟΛΙΚΩΝ ΣΚΟΠΕΥΤΗΡΙΩΝ: [1392, 632, 1554, 647]
- headline: ΠΑΡΑ ΤΩ κ. ΘΕΟΤΟΚΗ: [1369, 186, 1577, 207]
- article-text: Τὸ ἑσπέρας περὶ τὴν 1 μετὰ μεσημβρίαν, πλησίον τοῦ σταθμοῦ τοῦ Φαλήρου ὁ ὁδηγὸς τοῦ ἠλεκτρικοῦ σιδηροδρόμου παρετήρησε παιδίον καθήμενον ἐπὶ τῆς γραμμῆς, τὸ ὁποῖον παρ' ὅλα τὰ σήματα δὲν ἀπεμακρύνθη. Τὸ τραμ ἔπληξεν αὐτὸ καὶ ἐτραυματίσθη ἐλαφρῶς.: [649, 969, 851, 1120]
- article-text: Ὁ κ. Κορινὰς ὅμως παρεκάλεσε τὸν κ. Λογοθέτην ὅπως προσκαλέσῃ καὶ τοὺς ἐμπόρους ἐκείνους οἵτινες ἀνέλαβον τὴν προμήθειαν.: [649, 1888, 851, 1964]
- headline: ΑΙ ΑΛΛΑΙ ΚΑΤΑΓΓΕΛΣΕΙΣ: [901, 231, 1045, 245]
- article-text: Ὁ Π. Ἀρνιώτης ὁμοίως εἰς τὴν κεφαλὴν τὸν Δ. Κουφόγιαννην διὰ τεμαχίου σιδήρου.: [1095, 742, 1339, 788]
- subheadline: ΔΙΑ ΤΗΝ ΤΑΞΙΝ ΤΟΥ ΛΙΜΕΝΟΣ: [887, 395, 1059, 410]
- headline: ΜΕΤΡΑ ΤΟΥ ΛΙΜΕΝΑΡΧΕΙΟΥ: [878, 370, 1068, 387]
- divider: [1095, 845, 1339, 846]
- headline: ΕΝΟΙΚΙΑΖΟΝΤΑΙ: [142, 1635, 292, 1657]
- article-text: Τὴν 10ην νυκτερινὴν ὥραν τῆς χθὲς εἰς τὸ Σύνταγμα ὁ ὀδηγὸς τοῦ τραμ ἐτραυματίσε ἐλαφρῶς τὸν γέροντα Γ. Παπαδόπουλον, ὁ ὁποῖος διετάχθη νὰ φυλαχθῇ.: [865, 1038, 1081, 1114]
- headline: ΠΟΛΥ ΒΙΑΣΤΙΚΗ: [58, 829, 150, 844]
- article-text: Λιγότερον δὲ ἔπαθεν τὸ παιδίον ἢ ὅσον ἐφοβήθησαν οἱ παρευρεθέντες, καὶ μετεφέρθη εἰς τὸ Δημοτικὸν Νοσοκομεῖον.: [649, 1125, 851, 1186]
- banner-subtitle: ΑΙ ΑΣΚΗΣΕΙΣ ΤΩΝ ΕΦΕΔΡΩΝ ΕΙΣ ΤΑΣ ΕΠΑΡΧΙΑΣ: [1180, 1438, 1505, 1454]
- divider: [865, 1011, 1081, 1012]
- divider: [865, 1599, 1081, 1600]
- headline: ΔΥΣΤΥΧΗΜΑΤΑ: [903, 1608, 1043, 1630]
- headline: ΔΙΑ ΤΗΝ ΣΤΑΤΙΣΤΙΚΗΝ: [58, 998, 186, 1013]
- article-text: ΚΑΛΑΜΑΙ, 11 Σεπτεμβρίου. — Ὁ μάλιστα τοῦ Μεσσήνης πληρωθέντος τὰ χρήματα δημοτικοῦ σχολείου θὰ καταρτισθῇ ἐκ τοῦ τῶν ἄλλων συστάσεων τοῦ προγράμματος. Σήμερον ἀνεχώρησεν εἰς τὸ ὑπουργεῖον.: [1095, 264, 1339, 370]
- banner-title: Η ΧΘΕΣΙΝΗ ΗΜΕΡΑ ΤΩΝ ΕΦΕΔΡΩΝ: [1096, 1343, 1589, 1387]
- article-text: Ὅσον ἀφορᾷ τὰς καταγγελθείσας ἄλλας καταχρήσεις ὅσας ἐπέρχη τῆς ἀπὸ τῶν λιμένα Πειραιῶς, ἀπεκλείσθη ἐκ τοῦ ὑπουργείου ὅτι ἐν τῷ μεταξὺ θὰ ἐξετασθῶσιν ἅπασαι.: [865, 249, 1081, 355]
- article-text: ΝΑΥΠΛΙΟΝ, 11 Σεπτεμβρίου. — Ἀγανακτισμένοι οἱ καπνοπῶλαι τῆς πόλεως διὰ τὴν σχεδιαζομένην μονοπώλησιν ὑπὸ τῶν συνδικάτων, διεμαρτυρήθησαν τηλεγραφικῶς πρὸς τὸ ὑπουργεῖον τῶν Οἰκονομικῶν.: [1095, 927, 1339, 1018]
- column-4: [865, 95, 1081, 2225]
- article-text: Ἐν συμπλοκῇ μεταξὺ ἀχθοφόρων παρὰ τὴν Πλάκαν ἐτραυματίσθη ὁ Ἀλ. Μαγκάρης.: [1095, 793, 1339, 839]
- article-text: Ἀλλ' αὐτοί ἦσαν γύρω ἀνεξάρτητοι· κατελήφθησαν ὑπὸ τῶν ἀστυνομικῶν εἰς τὰς ἀποθήκας καὶ ὡδηγήθησαν εἰς τὴν Ἀστυνομίαν.: [649, 753, 851, 829]
- column-3: [649, 95, 851, 2225]
- divider: [865, 360, 1081, 361]
- divider: [1095, 1889, 1339, 1890]
- article-text: Ἡ πολιτικὴ εἰς τὸν αἰῶνα αὐτὸν τοῦ φωτὸς εἶνε ἀναπόλησις τῶν μεγάλων ρευμάτων τῶν ἰδεῶν αἱ ὁποῖαι τὴν ἀπαρτίζουν καὶ κατόπιν ἐκφέρουν πρὸς τὰ πλήθη. Εἶνε λεπτὸν ἀναγκαῖον νὰ διδαχθῶσι τὰ πλήθη ταῦτα τὴν ἀλήθειαν καὶ πραγματικότητα ἐὰν θέλουν νὰ διατηρηθοῦν μὴ καλὰ καὶ γόνιμα ἰδεῶν.: [58, 325, 376, 431]
- subheadline: ΑΝΑ ΤΑ ΕΜΠΟΡΙΚΑ ΠΕΙΡΑΙΩΣ: [664, 389, 836, 404]
- headline: ΟΠΩΣ Η ΠΟΛΙΤΙΚΗ…: [147, 305, 287, 321]
- headline: ΠΑΙΣ ΚΑΙΟΜΕΝΟΣ: [689, 925, 811, 942]
- newspaper-name: ΕΜΠΡΟΣ: [720, 32, 942, 74]
- headline: ΚΑΤΑΠΟΝΤΟΣ ΑΓΓΛ. ΠΟΛΕΜΙΚΟΝ: [415, 1313, 611, 1328]
- article-text: Τότε δὲ ἐξετάσθη κομιζόμενα ἐκεῖ σακκιά ἐπὶ τῆς ὁδοῦ Φίλωνος, μετὰ τοῦ γειτονικοῦ ἐλέγχου. Λέγεται ὅτι τὰ εὑρεθέντα εἴδη θὰ δημευθῶσιν.: [649, 834, 851, 910]
- divider: [391, 199, 635, 202]
- subheadline: ΙΔΙΑΙΤ. ΤΗΛΕΓΡΑΦ. ΤΟΥ «ΕΜΠΡΟΣ»: [1115, 909, 1319, 924]
- subheadline: ΤΩΝ ΚΑΠΝΟΠΩΛΩΝ ΝΑΥΠΛΙΟΥ: [1126, 885, 1308, 900]
- divider: [391, 411, 635, 412]
- divider: [649, 1970, 851, 1971]
- headline: ΕΙΣ ΤΑ ΠΑΡΑΡΤΗΜΑΤΑ: [1151, 1899, 1283, 1913]
